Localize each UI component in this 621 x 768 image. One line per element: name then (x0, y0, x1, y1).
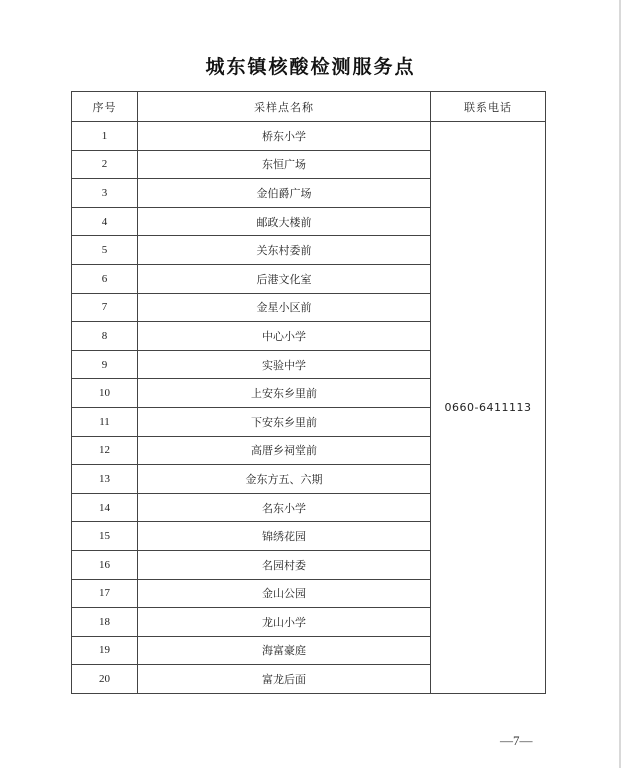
row-index: 19 (72, 636, 138, 665)
row-index: 2 (72, 150, 138, 179)
document-title: 城东镇核酸检测服务点 (205, 56, 416, 78)
header-site-name: 采样点名称 (138, 92, 431, 122)
row-index: 7 (72, 293, 138, 322)
row-site-name: 高厝乡祠堂前 (138, 436, 431, 465)
row-index: 20 (72, 665, 138, 694)
header-index: 序号 (72, 92, 138, 122)
row-index: 10 (72, 379, 138, 408)
page-number: —7— (500, 733, 533, 748)
row-site-name: 金东方五、六期 (138, 465, 431, 494)
table-body (72, 122, 546, 694)
row-index: 4 (72, 207, 138, 236)
table-header-row (72, 92, 546, 122)
row-site-name: 下安东乡里前 (138, 407, 431, 436)
row-index: 18 (72, 608, 138, 637)
row-index: 11 (72, 407, 138, 436)
row-index: 16 (72, 550, 138, 579)
row-site-name: 名园村委 (138, 550, 431, 579)
row-index: 15 (72, 522, 138, 551)
row-index: 3 (72, 179, 138, 208)
row-site-name: 金星小区前 (138, 293, 431, 322)
row-site-name: 海富豪庭 (138, 636, 431, 665)
row-site-name: 富龙后面 (138, 665, 431, 694)
row-site-name: 后港文化室 (138, 264, 431, 293)
row-site-name: 关东村委前 (138, 236, 431, 265)
row-site-name: 金山公园 (138, 579, 431, 608)
row-site-name: 名东小学 (138, 493, 431, 522)
row-index: 8 (72, 322, 138, 351)
contact-phone: 0660-6411113 (431, 122, 546, 694)
row-index: 14 (72, 493, 138, 522)
row-site-name: 金伯爵广场 (138, 179, 431, 208)
header-phone: 联系电话 (431, 92, 546, 122)
row-site-name: 龙山小学 (138, 608, 431, 637)
row-index: 17 (72, 579, 138, 608)
row-site-name: 中心小学 (138, 322, 431, 351)
row-index: 13 (72, 465, 138, 494)
row-site-name: 东恒广场 (138, 150, 431, 179)
row-site-name: 实验中学 (138, 350, 431, 379)
row-site-name: 上安东乡里前 (138, 379, 431, 408)
row-index: 5 (72, 236, 138, 265)
testing-sites-table (71, 91, 546, 694)
row-site-name: 邮政大楼前 (138, 207, 431, 236)
row-site-name: 桥东小学 (138, 122, 431, 151)
row-index: 12 (72, 436, 138, 465)
row-index: 9 (72, 350, 138, 379)
table-row (72, 122, 546, 151)
row-site-name: 锦绣花园 (138, 522, 431, 551)
row-index: 1 (72, 122, 138, 151)
row-index: 6 (72, 264, 138, 293)
